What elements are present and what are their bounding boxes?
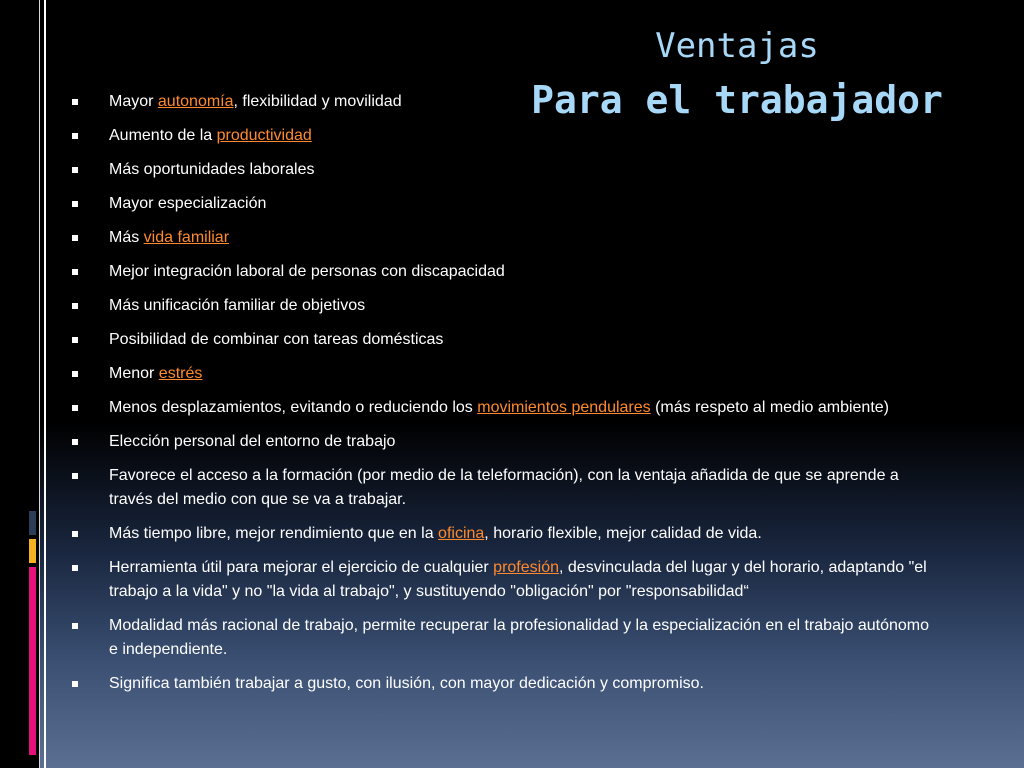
bullet-text: Más tiempo libre, mejor rendimiento que en la xyxy=(109,525,439,542)
bullet-item xyxy=(72,614,942,662)
bullet-square-icon xyxy=(72,623,78,629)
bullet-text: Modalidad más racional de trabajo, permite recuperar la profesionalidad y la especialización en el trabajo autónomo e independiente. xyxy=(109,617,930,658)
hyperlink[interactable]: movimientos pendulares xyxy=(477,399,651,416)
bullet-text: Más oportunidades laborales xyxy=(109,161,315,178)
bullet-item xyxy=(72,430,942,454)
bullet-item xyxy=(72,226,942,250)
bullet-item xyxy=(72,90,942,114)
bullet-text: Favorece el acceso a la formación (por medio de la teleformación), con la ventaja añadida de que se aprende a través del medio con que se va a trabajar. xyxy=(109,467,899,508)
bullet-text: Herramienta útil para mejorar el ejercicio de cualquier xyxy=(109,559,494,576)
bullet-square-icon xyxy=(72,167,78,173)
hyperlink[interactable]: profesión xyxy=(493,559,559,576)
bullet-text: Menos desplazamientos, evitando o reduciendo los xyxy=(109,399,478,416)
bullet-item xyxy=(72,464,942,512)
bullet-item xyxy=(72,260,942,284)
bullet-square-icon xyxy=(72,439,78,445)
slide-title-line1: Ventajas xyxy=(655,26,819,66)
bullet-text: Más xyxy=(109,229,144,246)
bullet-square-icon xyxy=(72,337,78,343)
bullet-item xyxy=(72,522,942,546)
bullet-text: , desvinculada del lugar y del horario, adaptando "el trabajo a la vida" y no "la vida al trabajo", y sustituyendo "obligación" por "responsabilidad“ xyxy=(109,559,927,600)
bullet-square-icon xyxy=(72,303,78,309)
bullet-list xyxy=(72,90,942,706)
bullet-square-icon xyxy=(72,99,78,105)
deco-bar-gold xyxy=(29,539,36,563)
bullet-text: Significa también trabajar a gusto, con ilusión, con mayor dedicación y compromiso. xyxy=(109,675,704,692)
hyperlink[interactable]: vida familiar xyxy=(143,229,230,246)
slide-title-line2: Para el trabajador xyxy=(531,78,943,122)
bullet-square-icon xyxy=(72,531,78,537)
bullet-item xyxy=(72,396,942,420)
bullet-item xyxy=(72,158,942,182)
bullet-square-icon xyxy=(72,473,78,479)
bullet-text: Elección personal del entorno de trabajo xyxy=(109,433,396,450)
left-decorative-strip xyxy=(0,0,40,768)
bullet-text: Mayor xyxy=(109,93,158,110)
bullet-item xyxy=(72,328,942,352)
bullet-text: , flexibilidad y movilidad xyxy=(233,93,402,110)
bullet-square-icon xyxy=(72,681,78,687)
deco-bar-dark xyxy=(29,511,36,535)
bullet-square-icon xyxy=(72,371,78,377)
hyperlink[interactable]: autonomía xyxy=(157,93,234,110)
bullet-text: Mejor integración laboral de personas con discapacidad xyxy=(109,263,505,280)
bullet-item xyxy=(72,124,942,148)
decorative-line xyxy=(44,0,46,768)
bullet-square-icon xyxy=(72,133,78,139)
bullet-item xyxy=(72,192,942,216)
bullet-square-icon xyxy=(72,269,78,275)
bullet-text: Menor xyxy=(109,365,159,382)
bullet-item xyxy=(72,672,942,696)
deco-bar-pink xyxy=(29,567,36,755)
bullet-text: Posibilidad de combinar con tareas domésticas xyxy=(109,331,444,348)
hyperlink[interactable]: oficina xyxy=(438,525,485,542)
bullet-text: Aumento de la xyxy=(109,127,217,144)
bullet-square-icon xyxy=(72,201,78,207)
bullet-text: Más unificación familiar de objetivos xyxy=(109,297,366,314)
bullet-square-icon xyxy=(72,565,78,571)
hyperlink[interactable]: estrés xyxy=(158,365,203,382)
bullet-square-icon xyxy=(72,235,78,241)
bullet-text: (más respeto al medio ambiente) xyxy=(650,399,889,416)
hyperlink[interactable]: productividad xyxy=(216,127,312,144)
bullet-item xyxy=(72,294,942,318)
bullet-text: , horario flexible, mejor calidad de vida. xyxy=(484,525,762,542)
bullet-square-icon xyxy=(72,405,78,411)
bullet-text: Mayor especialización xyxy=(109,195,267,212)
bullet-item xyxy=(72,362,942,386)
bullet-item xyxy=(72,556,942,604)
